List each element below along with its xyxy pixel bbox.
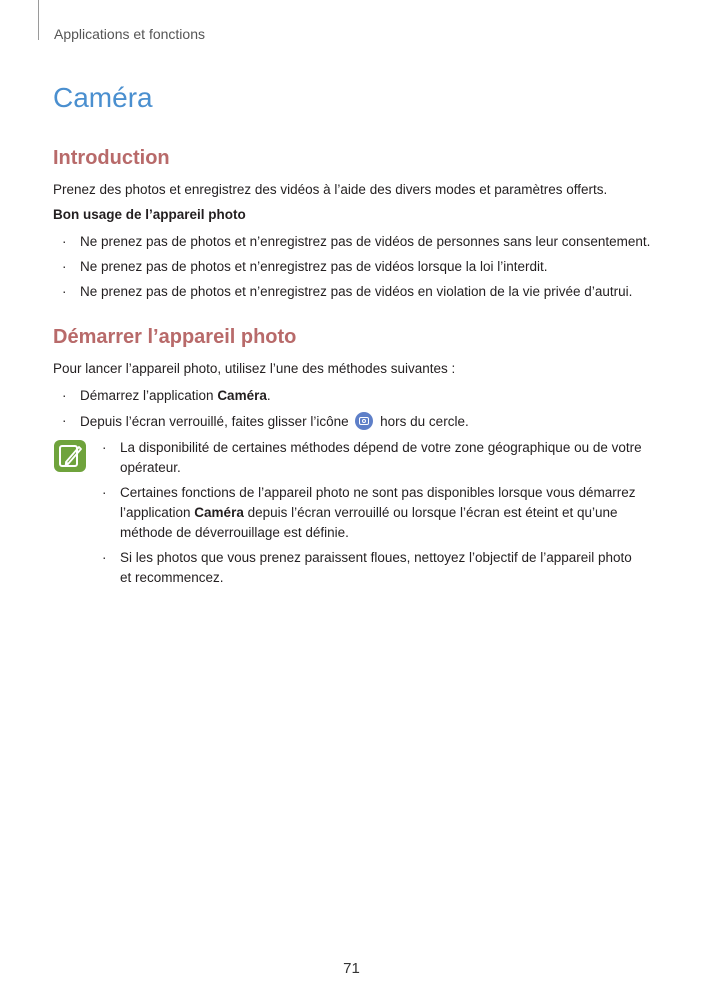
note-text-suffix: depuis l’écran verrouillé ou lorsque l’écran est éteint et qu’une méthode de déverrouillage est définie. — [120, 505, 618, 540]
bullet-text-suffix: hors du cercle. — [380, 414, 469, 429]
bullet-text: Ne prenez pas de photos et n’enregistrez pas de vidéos en violation de la vie privée d’autrui. — [80, 284, 633, 299]
list-item — [0, 548, 645, 588]
bullet-dot: · — [102, 550, 107, 565]
notes-list — [0, 438, 645, 593]
note-text-prefix: Certaines fonctions de l’appareil photo ne sont pas disponibles lorsque vous démarrez l’application — [120, 485, 636, 520]
bullet-dot: · — [102, 440, 107, 455]
list-item — [0, 412, 469, 430]
page-rule — [38, 0, 39, 40]
intro-subheading: Bon usage de l’appareil photo — [53, 207, 246, 222]
page-number: 71 — [343, 960, 360, 977]
camera-icon — [355, 412, 373, 430]
camera-app-name: Caméra — [194, 505, 244, 520]
bullet-dot: · — [102, 485, 107, 500]
chapter-title: Caméra — [53, 82, 153, 113]
bullet-text-prefix: Depuis l’écran verrouillé, faites glisser l’icône — [80, 414, 349, 429]
usage-bullet-list — [0, 233, 650, 308]
bullet-dot: · — [62, 388, 67, 403]
section-title-introduction: Introduction — [53, 147, 170, 169]
list-item — [0, 283, 650, 300]
list-item — [0, 233, 650, 250]
bullet-dot: · — [62, 259, 67, 274]
bullet-dot: · — [62, 413, 67, 428]
bullet-text-prefix: Démarrez l’application — [80, 388, 218, 403]
bullet-text: Ne prenez pas de photos et n’enregistrez pas de vidéos de personnes sans leur consentement. — [80, 234, 651, 249]
running-header: Applications et fonctions — [54, 26, 205, 42]
note-text: La disponibilité de certaines méthodes dépend de votre zone géographique ou de votre opérateur. — [120, 440, 642, 475]
camera-app-name: Caméra — [217, 388, 267, 403]
start-bullet-list — [0, 387, 469, 438]
list-item — [0, 483, 645, 543]
bullet-text-suffix: . — [266, 388, 271, 403]
bullet-dot: · — [62, 234, 67, 249]
start-paragraph: Pour lancer l’appareil photo, utilisez l’une des méthodes suivantes : — [53, 361, 456, 376]
bullet-dot: · — [62, 284, 67, 299]
note-text: Si les photos que vous prenez paraissent floues, nettoyez l’objectif de l’appareil photo et recommencez. — [120, 550, 632, 585]
bullet-text: Ne prenez pas de photos et n’enregistrez pas de vidéos lorsque la loi l’interdit. — [80, 259, 548, 274]
intro-paragraph: Prenez des photos et enregistrez des vidéos à l’aide des divers modes et paramètres offerts. — [53, 182, 608, 197]
section-title-start-camera: Démarrer l’appareil photo — [53, 326, 297, 348]
list-item — [0, 258, 650, 275]
list-item — [0, 438, 645, 478]
list-item — [0, 387, 469, 404]
